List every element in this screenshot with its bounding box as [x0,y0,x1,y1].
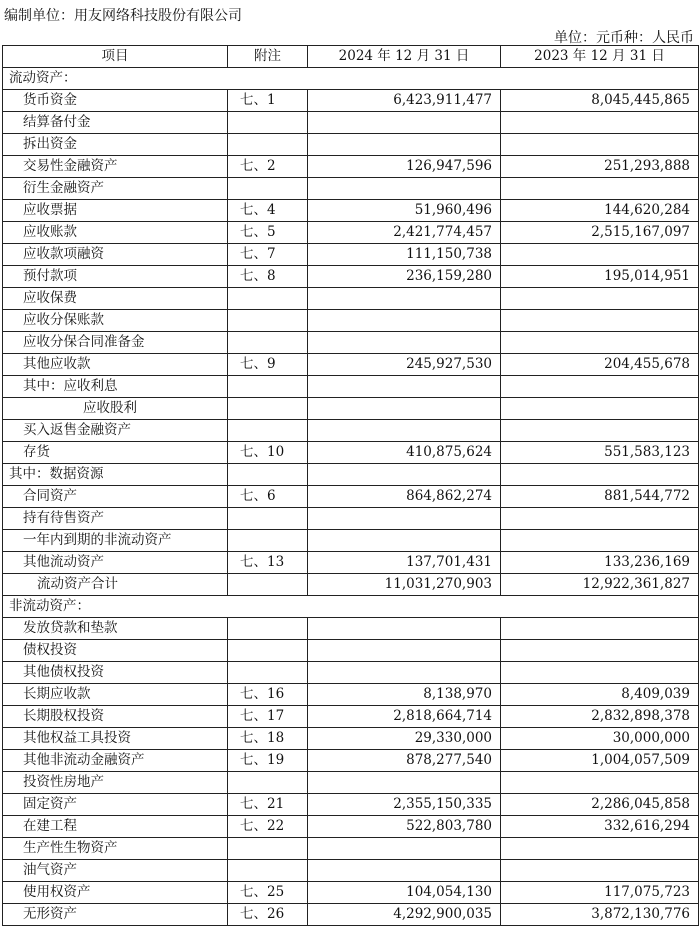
row-note [228,772,308,794]
table-row [3,486,699,508]
table-row [3,904,699,926]
row-value-2023: 251,293,888 [501,156,699,178]
row-value-2024: 126,947,596 [308,156,501,178]
row-note [228,508,308,530]
table-row [3,134,699,156]
row-value-2024: 410,875,624 [308,442,501,464]
column-header-2023: 2023 年 12 月 31 日 [501,46,699,68]
table-row [3,310,699,332]
row-value-2023 [501,662,699,684]
table-row [3,574,699,596]
row-note [228,288,308,310]
balance-sheet-table [2,45,699,926]
row-item-label: 其中：数据资源 [3,464,228,486]
row-value-2023 [501,860,699,882]
row-value-2024: 104,054,130 [308,882,501,904]
row-value-2024 [308,134,501,156]
table-row [3,288,699,310]
row-item-label: 在建工程 [3,816,228,838]
column-header-note: 附注 [228,46,308,68]
table-row [3,816,699,838]
row-note [228,860,308,882]
row-note [228,112,308,134]
table-row [3,684,699,706]
report-header [0,0,700,45]
row-value-2024 [308,662,501,684]
row-value-2023: 30,000,000 [501,728,699,750]
table-row [3,706,699,728]
column-header-2024: 2024 年 12 月 31 日 [308,46,501,68]
row-item-label: 长期股权投资 [3,706,228,728]
row-value-2024: 11,031,270,903 [308,574,501,596]
row-value-2024 [308,618,501,640]
row-note [228,376,308,398]
row-value-2023: 133,236,169 [501,552,699,574]
row-value-2024 [308,288,501,310]
row-item-label: 其他流动资产 [3,552,228,574]
row-value-2024 [308,860,501,882]
row-note [228,640,308,662]
row-value-2023: 195,014,951 [501,266,699,288]
row-value-2023: 117,075,723 [501,882,699,904]
row-value-2024 [308,838,501,860]
table-row [3,420,699,442]
row-item-label: 拆出资金 [3,134,228,156]
row-value-2024: 4,292,900,035 [308,904,501,926]
row-item-label: 应收股利 [3,398,228,420]
row-value-2023 [501,530,699,552]
table-row [3,728,699,750]
row-value-2023 [501,640,699,662]
row-item-label: 发放贷款和垫款 [3,618,228,640]
row-value-2024: 29,330,000 [308,728,501,750]
row-value-2023: 3,872,130,776 [501,904,699,926]
row-item-label: 应收款项融资 [3,244,228,266]
row-note: 七、25 [228,882,308,904]
row-value-2023 [501,178,699,200]
row-note: 七、21 [228,794,308,816]
row-item-label: 应收分保合同准备金 [3,332,228,354]
row-value-2024 [308,178,501,200]
row-note [228,420,308,442]
row-item-label: 预付款项 [3,266,228,288]
table-row [3,618,699,640]
section-header-row [3,68,699,90]
row-value-2024: 51,960,496 [308,200,501,222]
table-row [3,178,699,200]
table-row [3,156,699,178]
row-value-2024 [308,310,501,332]
row-item-label: 合同资产 [3,486,228,508]
row-value-2023 [501,310,699,332]
section-header-row [3,596,699,618]
row-note [228,530,308,552]
row-note [228,310,308,332]
row-value-2024: 522,803,780 [308,816,501,838]
table-row [3,376,699,398]
row-value-2023: 8,045,445,865 [501,90,699,112]
row-note: 七、18 [228,728,308,750]
row-item-label: 应收保费 [3,288,228,310]
row-value-2023: 2,832,898,378 [501,706,699,728]
row-value-2023 [501,772,699,794]
row-value-2024: 236,159,280 [308,266,501,288]
row-item-label: 买入返售金融资产 [3,420,228,442]
row-value-2023 [501,134,699,156]
row-value-2023 [501,288,699,310]
row-note: 七、8 [228,266,308,288]
row-item-label: 货币资金 [3,90,228,112]
row-value-2023 [501,618,699,640]
row-value-2024: 864,862,274 [308,486,501,508]
row-item-label: 持有待售资产 [3,508,228,530]
row-value-2024: 111,150,738 [308,244,501,266]
row-value-2023: 332,616,294 [501,816,699,838]
row-value-2024 [308,376,501,398]
row-item-label: 投资性房地产 [3,772,228,794]
row-item-label: 债权投资 [3,640,228,662]
row-note [228,838,308,860]
row-item-label: 流动资产合计 [3,574,228,596]
table-row [3,464,699,486]
row-note [228,178,308,200]
table-row [3,508,699,530]
row-value-2023 [501,398,699,420]
row-note: 七、2 [228,156,308,178]
row-value-2024 [308,640,501,662]
row-value-2023 [501,420,699,442]
row-note: 七、13 [228,552,308,574]
row-value-2024: 6,423,911,477 [308,90,501,112]
table-row [3,882,699,904]
row-item-label: 长期应收款 [3,684,228,706]
row-value-2024: 245,927,530 [308,354,501,376]
row-value-2023: 8,409,039 [501,684,699,706]
row-note: 七、6 [228,486,308,508]
row-value-2023 [501,508,699,530]
row-value-2023 [501,376,699,398]
row-value-2024 [308,398,501,420]
table-row [3,772,699,794]
row-note: 七、4 [228,200,308,222]
row-item-label: 其他非流动金融资产 [3,750,228,772]
row-value-2024 [308,508,501,530]
row-value-2023: 2,515,167,097 [501,222,699,244]
row-item-label: 应收分保账款 [3,310,228,332]
row-value-2024 [308,332,501,354]
row-item-label: 油气资产 [3,860,228,882]
row-value-2023: 12,922,361,827 [501,574,699,596]
row-note [228,134,308,156]
row-value-2023: 881,544,772 [501,486,699,508]
row-note: 七、19 [228,750,308,772]
row-item-label: 无形资产 [3,904,228,926]
table-row [3,530,699,552]
row-item-label: 存货 [3,442,228,464]
row-value-2023 [501,244,699,266]
table-row [3,442,699,464]
table-body [3,68,699,926]
row-item-label: 其他权益工具投资 [3,728,228,750]
table-row [3,838,699,860]
row-value-2023: 2,286,045,858 [501,794,699,816]
row-value-2023 [501,464,699,486]
row-item-label: 固定资产 [3,794,228,816]
row-note [228,618,308,640]
currency-label: 单位：元币种：人民币 [554,30,694,46]
row-item-label: 结算备付金 [3,112,228,134]
table-row [3,244,699,266]
row-note [228,662,308,684]
row-value-2024 [308,420,501,442]
table-header-row [3,46,699,68]
row-item-label: 其中：应收利息 [3,376,228,398]
row-value-2024: 2,355,150,335 [308,794,501,816]
row-value-2023 [501,112,699,134]
row-note: 七、26 [228,904,308,926]
row-value-2024 [308,112,501,134]
row-value-2023 [501,332,699,354]
row-note: 七、1 [228,90,308,112]
table-row [3,332,699,354]
row-value-2024: 878,277,540 [308,750,501,772]
row-value-2023: 204,455,678 [501,354,699,376]
row-item-label: 衍生金融资产 [3,178,228,200]
row-value-2023 [501,838,699,860]
table-row [3,222,699,244]
row-note: 七、17 [228,706,308,728]
table-row [3,90,699,112]
table-row [3,552,699,574]
row-item-label: 应收账款 [3,222,228,244]
section-title: 流动资产： [3,68,699,90]
row-item-label: 一年内到期的非流动资产 [3,530,228,552]
table-row [3,794,699,816]
row-note: 七、22 [228,816,308,838]
row-value-2024 [308,464,501,486]
row-value-2024: 8,138,970 [308,684,501,706]
row-note [228,464,308,486]
table-row [3,112,699,134]
table-row [3,750,699,772]
row-value-2023: 144,620,284 [501,200,699,222]
row-note: 七、10 [228,442,308,464]
row-note: 七、7 [228,244,308,266]
row-item-label: 交易性金融资产 [3,156,228,178]
row-value-2024 [308,530,501,552]
row-value-2024 [308,772,501,794]
row-value-2024: 137,701,431 [308,552,501,574]
row-note: 七、5 [228,222,308,244]
row-item-label: 其他债权投资 [3,662,228,684]
table-row [3,200,699,222]
table-row [3,860,699,882]
column-header-item: 项目 [3,46,228,68]
row-note [228,574,308,596]
row-item-label: 应收票据 [3,200,228,222]
table-row [3,398,699,420]
table-row [3,266,699,288]
row-value-2024: 2,818,664,714 [308,706,501,728]
row-item-label: 使用权资产 [3,882,228,904]
table-row [3,662,699,684]
row-note [228,398,308,420]
company-label: 编制单位：用友网络科技股份有限公司 [4,8,242,24]
row-note: 七、9 [228,354,308,376]
row-item-label: 其他应收款 [3,354,228,376]
row-value-2023: 1,004,057,509 [501,750,699,772]
table-row [3,354,699,376]
table-row [3,640,699,662]
section-title: 非流动资产： [3,596,699,618]
row-note: 七、16 [228,684,308,706]
row-item-label: 生产性生物资产 [3,838,228,860]
row-note [228,332,308,354]
row-value-2023: 551,583,123 [501,442,699,464]
row-value-2024: 2,421,774,457 [308,222,501,244]
